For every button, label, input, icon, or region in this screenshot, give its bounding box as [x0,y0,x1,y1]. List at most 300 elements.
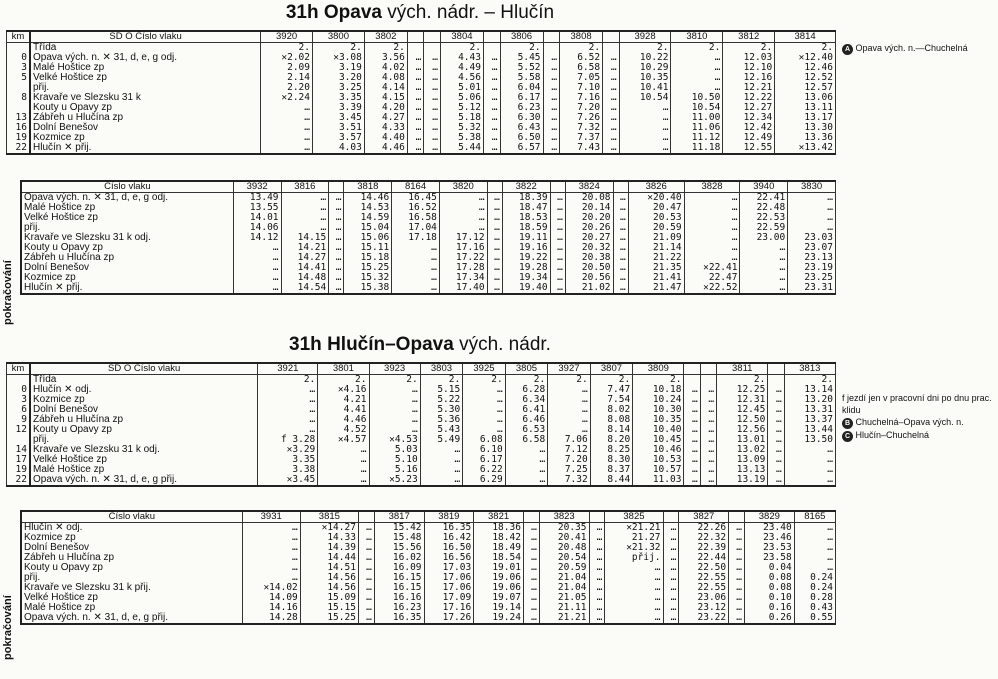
departure-time: 3.20 [313,73,365,83]
departure-time: … [329,243,344,253]
departure-time: … [603,103,620,113]
departure-time: 22.44 [679,553,729,563]
train-number: 3828 [684,181,740,193]
departure-time: … [603,93,620,103]
departure-time: … [663,593,679,603]
departure-time: 15.42 [374,523,424,534]
departure-time: … [550,263,565,273]
departure-time: 10.53 [633,455,684,465]
departure-time: 4.08 [364,73,407,83]
departure-time: … [729,563,745,573]
departure-time: 19.07 [474,593,524,603]
departure-time: 12.52 [775,73,836,83]
departure-time: … [463,405,506,415]
departure-time: 5.10 [369,455,420,465]
departure-time: … [487,193,502,204]
departure-time: 6.46 [505,415,548,425]
departure-time: 10.29 [619,63,671,73]
train-class: 2. [590,375,633,386]
train-class: 2. [463,375,506,386]
departure-time: … [358,573,374,583]
departure-time: … [258,405,318,415]
departure-time: ✕3.08 [313,53,365,63]
departure-time: f 3.28 [258,435,318,445]
departure-time: 7.16 [560,93,603,103]
departure-time: 19.24 [474,613,524,624]
departure-time: … [613,233,628,243]
departure-time: … [233,263,281,273]
departure-time: 21.02 [565,283,613,294]
departure-time: 22.48 [740,203,788,213]
departure-time: 4.02 [364,63,407,73]
station-name: Hlučín ✕ přij. [30,143,261,154]
train-number: 3803 [420,363,463,375]
departure-time: … [242,573,300,583]
departure-time: … [550,243,565,253]
top-title-number: 31h [285,2,319,23]
train-number: 3811 [717,363,768,375]
departure-time: 12.22 [723,93,775,103]
departure-time: 13.50 [784,435,835,445]
departure-time: … [550,203,565,213]
station-name: Velké Hoštice zp [21,593,242,603]
departure-time: 13.55 [233,203,281,213]
departure-time: … [281,223,329,233]
departure-time: … [550,283,565,294]
departure-time: 6.52 [560,53,603,63]
departure-time: … [483,113,500,123]
train-number-header: Číslo vlaku [21,181,233,193]
departure-time: 3.57 [313,133,365,143]
departure-time: … [523,573,539,583]
train-number: 3927 [548,363,591,375]
departure-time: … [261,113,313,123]
departure-time: … [684,395,700,405]
departure-time: … [671,53,723,63]
departure-time: 17.34 [439,273,487,283]
departure-time: 6.34 [505,395,548,405]
departure-time: … [784,445,835,455]
departure-time: 15.56 [374,543,424,553]
train-number: 3810 [671,31,723,43]
station-name: Kravaře ve Slezsku 31 k [30,93,261,103]
departure-time: 19.16 [502,243,550,253]
km-cell: 0 [7,385,31,395]
departure-time: … [487,273,502,283]
station-name: Malé Hoštice zp [21,603,242,613]
station-name: Zábřeh u Hlučína zp [30,415,258,425]
departure-time: 10.54 [671,103,723,113]
train-number: 3806 [500,31,543,43]
departure-time: 0.55 [794,613,835,624]
train-number: 3923 [369,363,420,375]
train-number [487,181,502,193]
train-number [483,31,500,43]
train-class: 2. [318,375,369,386]
departure-time: … [233,253,281,263]
departure-time: … [329,223,344,233]
departure-time: … [603,133,620,143]
departure-time: … [424,63,441,73]
departure-time: … [684,213,740,223]
departure-time: … [605,613,663,624]
bottom-note-b: Chuchelná–Opava vých. n. [855,417,964,427]
departure-time: 14.46 [344,193,392,204]
train-number: 3817 [374,511,424,523]
station-name: Malé Hoštice zp [30,63,261,73]
km-cell: 22 [7,143,31,154]
departure-time: … [407,73,424,83]
departure-time: 23.19 [788,263,836,273]
departure-time: 14.54 [281,283,329,294]
departure-time: 13.11 [775,103,836,113]
departure-time: 19.34 [502,273,550,283]
departure-time: 5.01 [440,83,483,93]
departure-time: … [261,143,313,154]
departure-time: 0.08 [744,583,794,593]
departure-time: 7.26 [560,113,603,123]
departure-time: … [407,103,424,113]
departure-time: 5.45 [500,53,543,63]
station-name: přij. [30,435,258,445]
departure-time: 4.46 [364,143,407,154]
top-title-sub: vých. nádr. – Hlučín [387,2,555,23]
train-class: 2. [505,375,548,386]
top-note [842,42,992,55]
departure-time: … [523,533,539,543]
departure-time: … [589,543,605,553]
departure-time: … [700,395,716,405]
departure-time: … [543,83,560,93]
departure-time: … [543,103,560,113]
km-cell: 13 [7,113,31,123]
departure-time: 16.15 [374,573,424,583]
departure-time: … [329,213,344,223]
train-number: 3808 [560,31,603,43]
departure-time: 13.31 [784,405,835,415]
departure-time: … [684,233,740,243]
train-number [700,363,716,375]
departure-time: 19.06 [474,573,524,583]
station-name: Hlučín ✕ odj. [30,385,258,395]
departure-time: … [589,603,605,613]
departure-time: 7.37 [560,133,603,143]
departure-time: 16.58 [392,213,440,223]
departure-time: 5.22 [420,395,463,405]
departure-time: 7.47 [590,385,633,395]
departure-time: … [483,103,500,113]
departure-time: 23.53 [744,543,794,553]
train-class: 2. [723,43,775,54]
top-note-text: Opava vých. n.—Chuchelná [855,43,968,53]
departure-time: 12.42 [723,123,775,133]
km-cell: 6 [7,405,31,415]
departure-time: … [523,603,539,613]
departure-time: 4.33 [364,123,407,133]
departure-time: 5.06 [440,93,483,103]
departure-time: … [483,93,500,103]
departure-time: 15.48 [374,533,424,543]
departure-time: … [483,83,500,93]
departure-time: … [483,53,500,63]
departure-time: 16.50 [424,543,474,553]
departure-time: … [613,193,628,204]
station-name: Kozmice zp [21,533,242,543]
departure-time: 12.21 [723,83,775,93]
km-header: km [7,31,31,43]
departure-time: 19.01 [474,563,524,573]
departure-time: … [663,613,679,624]
departure-time: 8.02 [590,405,633,415]
station-name: Opava vých. n. ✕ 31, d, e, g přij. [30,475,258,486]
train-number: 3823 [539,511,589,523]
table-row [7,475,836,486]
departure-time: … [700,455,716,465]
departure-time: … [424,113,441,123]
departure-time: ✕3.29 [258,445,318,455]
departure-time: … [613,243,628,253]
departure-time: 17.06 [424,583,474,593]
departure-time: … [543,93,560,103]
departure-time: 6.23 [500,103,543,113]
departure-time: … [784,475,835,486]
departure-time: … [487,203,502,213]
departure-time: 7.10 [560,83,603,93]
departure-time: 10.41 [619,83,671,93]
departure-time: … [619,103,671,113]
train-number [358,511,374,523]
departure-time: 22.26 [679,523,729,534]
departure-time: … [729,553,745,563]
departure-time: přij. [605,553,663,563]
departure-time: … [740,263,788,273]
km-cell: 0 [7,53,31,63]
bottom-title [0,334,840,356]
departure-time: ✕2.24 [261,93,313,103]
departure-time: 6.30 [500,113,543,123]
station-name: Zábřeh u Hlučína zp [21,553,242,563]
departure-time: … [684,243,740,253]
train-class: 2. [717,375,768,386]
station-name: Hlučín ✕ přij. [21,283,233,294]
departure-time: 13.44 [784,425,835,435]
departure-time: 13.30 [775,123,836,133]
departure-time: … [543,73,560,83]
station-name: Hlučín ✕ odj. [21,523,242,534]
departure-time: … [543,143,560,154]
departure-time: ✕4.57 [318,435,369,445]
departure-time: ✕14.27 [300,523,358,534]
departure-time: … [463,425,506,435]
train-number [684,363,700,375]
departure-time: 3.45 [313,113,365,123]
departure-time: 23.22 [679,613,729,624]
departure-time: 15.38 [344,283,392,294]
departure-time: 16.45 [392,193,440,204]
departure-time: … [369,405,420,415]
departure-time: ✕21.21 [605,523,663,534]
train-class: 2. [258,375,318,386]
km-cell: 3 [7,63,31,73]
departure-time: … [420,475,463,486]
station-name: Kravaře ve Slezsku 31 k přij. [21,583,242,593]
departure-time: … [548,425,591,435]
departure-time: 6.57 [500,143,543,154]
departure-time: 23.00 [740,233,788,243]
km-cell: 16 [7,123,31,133]
departure-time: 4.14 [364,83,407,93]
departure-time: … [463,395,506,405]
departure-time: 21.04 [539,573,589,583]
train-number [543,31,560,43]
departure-time: … [318,455,369,465]
departure-time: 22.55 [679,583,729,593]
departure-time: … [794,553,835,563]
departure-time: … [684,253,740,263]
bottom-table-part2 [20,510,836,625]
departure-time: … [439,223,487,233]
departure-time: … [589,613,605,624]
departure-time: … [663,533,679,543]
station-name: Zábřeh u Hlučína zp [30,113,261,123]
departure-time: ✕4.53 [369,435,420,445]
top-title-main: Opava [323,2,382,23]
train-number [550,181,565,193]
departure-time: 17.26 [424,613,474,624]
train-class: 2. [619,43,671,54]
departure-time: … [671,63,723,73]
departure-time: 8.20 [590,435,633,445]
departure-time: 10.18 [633,385,684,395]
departure-time: ✕3.45 [258,475,318,486]
departure-time: … [550,253,565,263]
departure-time: 7.05 [560,73,603,83]
departure-time: … [603,53,620,63]
departure-time: … [663,573,679,583]
departure-time: 10.35 [633,415,684,425]
departure-time: 4.49 [440,63,483,73]
departure-time: 6.43 [500,123,543,133]
departure-time: … [603,63,620,73]
train-number-header: Číslo vlaku [21,511,242,523]
departure-time: … [684,425,700,435]
train-number: 3921 [258,363,318,375]
departure-time: … [788,223,836,233]
departure-time: … [663,583,679,593]
departure-time: … [768,455,784,465]
station-name: přij. [21,223,233,233]
departure-time: 3.35 [313,93,365,103]
departure-time: … [684,223,740,233]
departure-time: … [487,243,502,253]
station-name: Velké Hoštice zp [21,213,233,223]
departure-time: 6.17 [463,455,506,465]
departure-time: … [358,603,374,613]
departure-time: 20.26 [565,223,613,233]
departure-time: … [420,465,463,475]
departure-time: … [463,385,506,395]
bottom-continuation-label: pokračování [2,595,14,660]
departure-time: … [487,223,502,233]
departure-time: … [463,415,506,425]
departure-time: … [700,415,716,425]
departure-time: 17.28 [439,263,487,273]
km-cell: 17 [7,455,31,465]
departure-time: … [613,213,628,223]
departure-time: 18.49 [474,543,524,553]
train-class: 2. [671,43,723,54]
departure-time: … [439,193,487,204]
table-row [7,63,836,73]
departure-time: … [523,543,539,553]
departure-time: 6.29 [463,475,506,486]
departure-time: … [318,465,369,475]
departure-time: … [358,563,374,573]
departure-time: 4.21 [318,395,369,405]
departure-time: ✕12.40 [775,53,836,63]
departure-time: 8.25 [590,445,633,455]
departure-time: … [700,445,716,455]
departure-time: 12.16 [723,73,775,83]
departure-time: 15.15 [300,603,358,613]
departure-time: 10.30 [633,405,684,415]
departure-time: 15.32 [344,273,392,283]
departure-time: … [684,465,700,475]
train-number: 3822 [502,181,550,193]
departure-time: … [483,133,500,143]
departure-time: … [407,63,424,73]
train-number [768,363,784,375]
departure-time: … [369,395,420,405]
departure-time: 20.38 [565,253,613,263]
departure-time: 17.03 [424,563,474,573]
departure-time: 5.38 [440,133,483,143]
departure-time: … [487,233,502,243]
train-number: 3809 [633,363,684,375]
departure-time: … [407,143,424,154]
departure-time: … [603,83,620,93]
departure-time: 22.32 [679,533,729,543]
departure-time: … [258,415,318,425]
departure-time: … [613,273,628,283]
bottom-notes [842,392,992,442]
departure-time: 13.09 [717,455,768,465]
km-cell: 5 [7,73,31,83]
departure-time: 5.32 [440,123,483,133]
departure-time: 5.18 [440,113,483,123]
departure-time: 19.06 [474,583,524,593]
departure-time: ✕2.02 [261,53,313,63]
departure-time: 14.44 [300,553,358,563]
departure-time: 13.37 [784,415,835,425]
departure-time: … [589,553,605,563]
departure-time: … [439,203,487,213]
departure-time: … [329,233,344,243]
departure-time: … [407,113,424,123]
train-number [613,181,628,193]
departure-time: 3.39 [313,103,365,113]
km-cell: 9 [7,415,31,425]
bottom-note-c: Hlučín–Chuchelná [855,430,930,440]
station-name: Opava vých. n. ✕ 31, d, e, g přij. [21,613,242,624]
departure-time: 12.31 [717,395,768,405]
departure-time: 10.40 [633,425,684,435]
train-class: 2. [784,375,835,386]
departure-time: 8.30 [590,455,633,465]
departure-time: … [369,425,420,435]
departure-time: 0.04 [744,563,794,573]
km-cell: 19 [7,133,31,143]
